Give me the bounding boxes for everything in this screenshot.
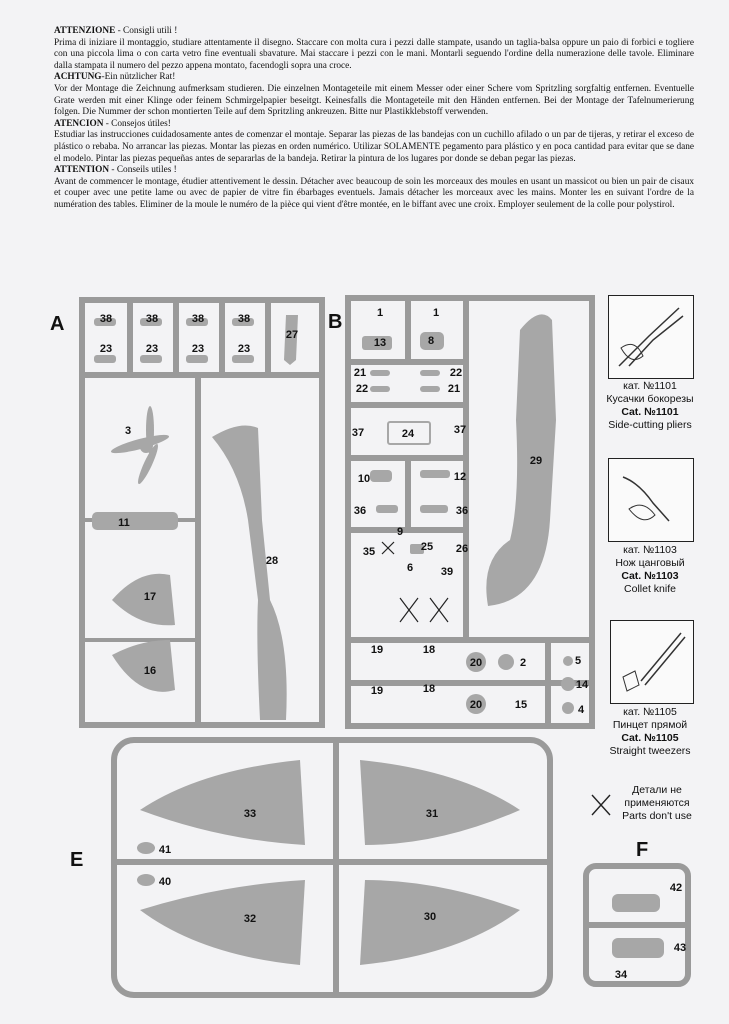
part-number-b-12: 12 xyxy=(453,471,467,483)
part-number-b-14: 14 xyxy=(575,679,589,691)
part-number-b-22: 22 xyxy=(355,383,369,395)
part-number-a-11: 11 xyxy=(118,517,130,529)
tool-1101-cat-en: Cat. №1101 xyxy=(621,406,679,418)
section-b-label: B xyxy=(328,311,343,333)
german-body: Vor der Montage die Zeichnung aufmerksam studieren. Die einzelnen Montageteile mit einem Messer oder einer Schere vom Spritzling sorgfaltig entfernen. Eventuelle Grate werden mit einer Klinge oder feinem Schmirgelpapier beseitgt. Keinesfalls die Montageteile mit den Händen entfernen. Bei der Montage der Tafelnumerierung folgen. Die Nummer der schon montierten Teile auf dem Spritzling ankreuzen. Bitte nur Plastikklebstoff verwenden. xyxy=(54,83,694,118)
italian-body: Prima di iniziare il montaggio, studiare attentamente il disegno. Staccare con molta cura i pezzi dalle stampate, usando un taglia-balsa oppure un paio di forbici e togliere con una piccola lima o con carta vetro fine eventuali sbavature. Mai staccare i pezzi con le mani. Montarli seguendo l'ordine della numerazione delle tavole. Eliminare dalla stampata il numero del pezzo appena montato, facendogli sopra una croce. xyxy=(54,37,694,71)
german-heading: ACHTUNG xyxy=(54,72,102,83)
legend-ru-line1: Детали не xyxy=(632,784,682,796)
part-number-a-28: 28 xyxy=(265,555,279,567)
part-number-b-20: 20 xyxy=(469,699,483,711)
part-number-e-40: 40 xyxy=(158,876,172,888)
propeller-part xyxy=(110,406,171,486)
part-number-b-39: 39 xyxy=(440,566,454,578)
part-number-e-41: 41 xyxy=(158,844,172,856)
french-heading: ATTENTION xyxy=(54,165,110,176)
part-number-b-13: 13 xyxy=(373,337,387,349)
part-number-b-37: 37 xyxy=(453,424,467,436)
sprue-a xyxy=(50,300,322,725)
part-number-b-4: 4 xyxy=(577,704,585,716)
tool-1105-name-ru: Пинцет прямой xyxy=(612,719,688,731)
tool-1105-name-en: Straight tweezers xyxy=(609,745,691,757)
legend-ru-line2: применяются xyxy=(624,797,690,809)
part-number-a-23: 23 xyxy=(237,343,251,355)
sprue-e xyxy=(70,740,550,995)
part-number-b-29: 29 xyxy=(529,455,543,467)
part-number-a-3: 3 xyxy=(124,425,132,437)
part-number-e-32: 32 xyxy=(243,913,257,925)
part-number-b-37: 37 xyxy=(351,427,365,439)
italian-subheading: - Consigli utili ! xyxy=(115,26,178,36)
part-number-f-42: 42 xyxy=(669,882,683,894)
tool-1105 xyxy=(596,706,704,758)
french-body: Avant de commencer le montage, étudier attentivement le dessin. Détacher avec beaucoup de soin les morceaux des moules en usant un massicot ou bien un pair de cisaux et couper avec une petite lame ou avec de papier de vitre fin ébarbages eventuels. Jamais détacher les morceaux avec les mains. Monter les en suivant l'ordre de la numération des tables. Eliminer de la moule le numéro de la pièce qui vient d'être montée, en le biffant avec une croix. Employer seulement de la colle pour polystirol. xyxy=(54,176,694,210)
not-used-cross-icon xyxy=(592,795,610,815)
part-number-b-22: 22 xyxy=(449,367,463,379)
straight-tweezers-image xyxy=(610,620,694,704)
french-subheading: - Conseils utiles ! xyxy=(109,165,177,176)
part-number-b-18: 18 xyxy=(422,683,436,695)
part-number-b-1: 1 xyxy=(376,307,384,319)
tool-1101-cat-ru: кат. №1101 xyxy=(623,380,677,392)
part-number-b-21: 21 xyxy=(353,367,367,379)
part-number-b-6: 6 xyxy=(406,562,414,574)
part-number-a-23: 23 xyxy=(191,343,205,355)
part-number-b-36: 36 xyxy=(455,505,469,517)
tool-1103-name-en: Collet knife xyxy=(624,583,676,595)
spanish-body: Estudiar las instrucciones cuidadosamente antes de comenzar el montaje. Separar las piezas de las bandejas con un cuchillo afilado o un par de tijeras, y retirar el exceso de plástico o rebaba. No arrancar las piezas. Montar las piezas en orden numérico. Utilizar SOLAMENTE pegamento para plástico y en poca cantidad para evitar que se dane el modelo. Pintar las piezas pequeñas antes de separarlas de la bandeja. Retirar la pintura de los lugares por donde se deban pegar las piezas. xyxy=(54,130,694,164)
section-e-label: E xyxy=(70,849,84,871)
spanish-heading: ATENCION xyxy=(54,118,104,129)
part-number-b-1: 1 xyxy=(432,307,440,319)
tool-1105-cat-en: Cat. №1105 xyxy=(621,732,679,744)
part-number-a-38: 38 xyxy=(99,313,113,325)
tool-1103 xyxy=(596,544,704,596)
section-f-label: F xyxy=(636,839,649,861)
part-number-a-38: 38 xyxy=(145,313,159,325)
part-number-a-38: 38 xyxy=(191,313,205,325)
part-number-b-8: 8 xyxy=(427,335,435,347)
part-number-a-23: 23 xyxy=(145,343,159,355)
collet-knife-image xyxy=(608,458,694,542)
tool-1103-cat-en: Cat. №1103 xyxy=(621,570,679,582)
tool-1101-name-ru: Кусачки бокорезы xyxy=(606,393,694,405)
sprue-b xyxy=(328,298,592,726)
part-number-e-30: 30 xyxy=(423,911,437,923)
part-number-f-43: 43 xyxy=(673,942,687,954)
part-number-b-9: 9 xyxy=(396,526,404,538)
part-number-e-31: 31 xyxy=(425,808,439,820)
part-number-b-5: 5 xyxy=(574,655,582,667)
sprue-f xyxy=(586,839,688,984)
legend-en: Parts don't use xyxy=(622,810,692,822)
tool-1105-cat-ru: кат. №1105 xyxy=(623,706,677,718)
tool-1103-name-ru: Нож цанговый xyxy=(615,557,685,569)
spanish-subheading: - Consejos útiles! xyxy=(103,118,171,129)
part-number-a-27: 27 xyxy=(285,329,299,341)
german-subheading: -Ein nützlicher Rat! xyxy=(101,72,176,83)
tool-1103-cat-ru: кат. №1103 xyxy=(623,544,677,556)
part-number-b-21: 21 xyxy=(447,383,461,395)
tool-1101 xyxy=(596,380,704,432)
part-number-b-2: 2 xyxy=(519,657,527,669)
side-cutting-pliers-image xyxy=(608,295,694,379)
part-number-b-25: 25 xyxy=(420,541,434,553)
legend-not-used xyxy=(612,784,702,823)
part-number-a-23: 23 xyxy=(99,343,113,355)
part-number-b-19: 19 xyxy=(370,685,384,697)
part-number-b-10: 10 xyxy=(357,473,371,485)
part-number-f-34: 34 xyxy=(614,969,628,981)
part-number-b-36: 36 xyxy=(353,505,367,517)
part-number-b-35: 35 xyxy=(362,546,376,558)
section-a-label: A xyxy=(50,313,65,335)
part-number-b-19: 19 xyxy=(370,644,384,656)
italian-heading: ATTENZIONE xyxy=(54,26,116,36)
part-number-b-26: 26 xyxy=(455,543,469,555)
part-number-a-38: 38 xyxy=(237,313,251,325)
part-number-b-18: 18 xyxy=(422,644,436,656)
part-number-b-20: 20 xyxy=(469,657,483,669)
tool-1101-name-en: Side-cutting pliers xyxy=(608,419,692,431)
part-number-e-33: 33 xyxy=(243,808,257,820)
part-number-b-24: 24 xyxy=(401,428,415,440)
part-number-b-15: 15 xyxy=(514,699,528,711)
part-number-a-17: 17 xyxy=(143,591,157,603)
part-number-a-16: 16 xyxy=(143,665,157,677)
